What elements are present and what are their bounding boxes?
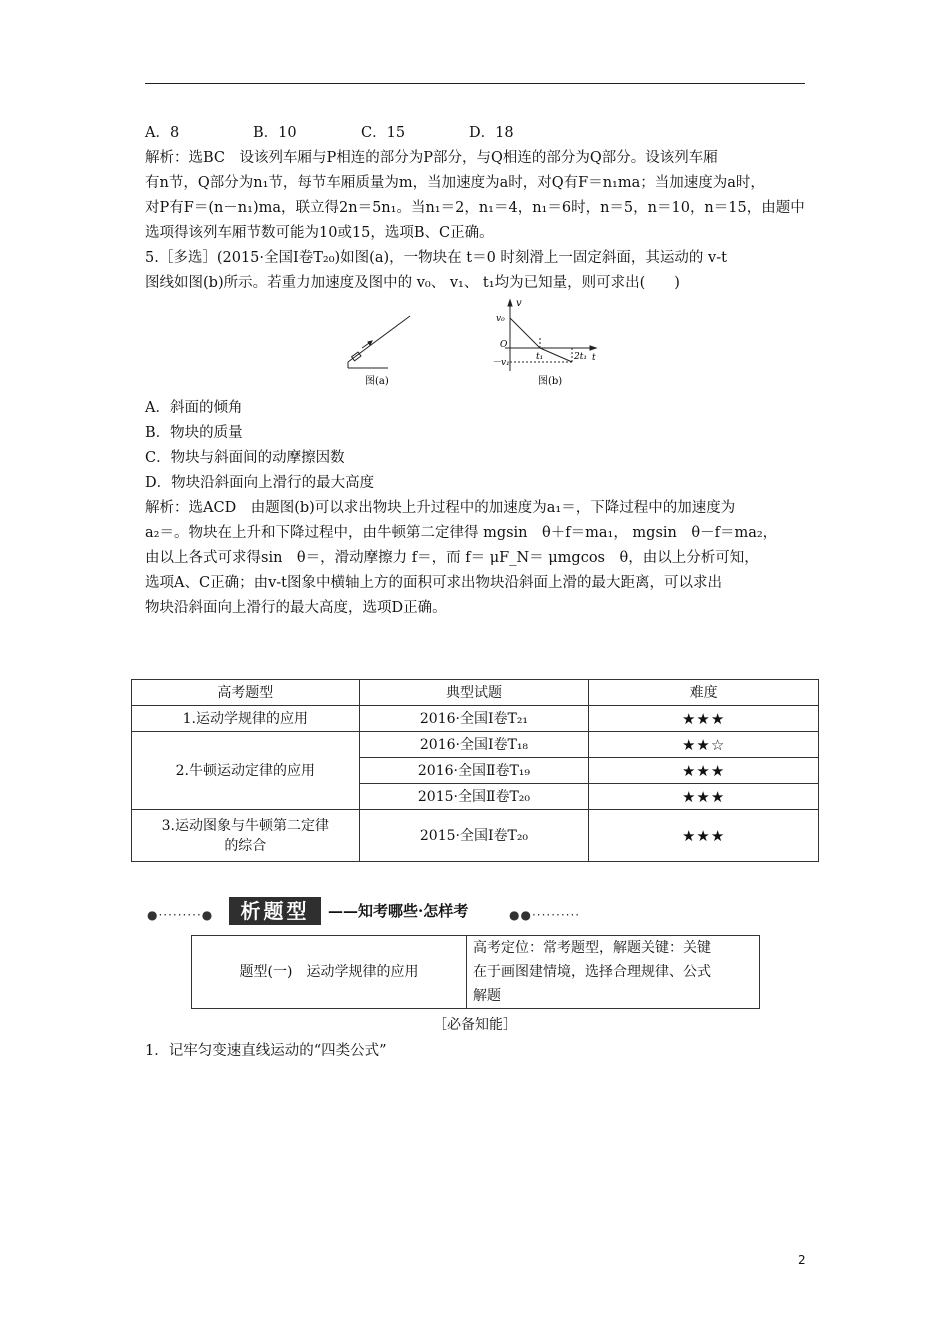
difficulty-cell: ★★★ (589, 784, 819, 810)
q4-analysis-line: 选项得该列车厢节数可能为10或15，选项B、C正确。 (145, 225, 494, 241)
axis-v-label: v (516, 298, 522, 309)
difficulty-cell: ★★★ (589, 810, 819, 862)
exam-cell: 2016·全国Ⅱ卷T₁₉ (359, 758, 589, 784)
q5-option-d: D．物块沿斜面向上滑行的最大高度 (145, 475, 375, 491)
type-cell-line: 3.运动图象与牛顿第二定律 (161, 817, 329, 834)
q4-options (145, 121, 810, 146)
type-box (191, 935, 760, 1009)
essential-knowledge-heading: ［必备知能］ (433, 1017, 517, 1033)
q4-option-d: D．18 (469, 125, 514, 141)
dotted-ornament-right: ●●·········· (509, 908, 581, 922)
exam-cell: 2016·全国Ⅰ卷T₂₁ (359, 706, 589, 732)
difficulty-cell: ★★★ (589, 706, 819, 732)
figure-a-caption: 图(a) (365, 376, 389, 387)
q4-option-c: C．15 (361, 125, 406, 141)
type-positioning-line: 在于画图建情境，选择合理规律、公式 (473, 964, 711, 980)
section-subtitle: ——知考哪些·怎样考 (328, 902, 469, 920)
section-banner (147, 897, 597, 927)
section-badge: 析题型 (229, 897, 321, 925)
q4-analysis-line: 有n节，Q部分为n₁节，每节车厢质量为m，当加速度为a时，对Q有F＝n₁ma；当加速度为a时， (145, 175, 765, 191)
type-positioning-line: 高考定位：常考题型，解题关键：关键 (473, 940, 711, 956)
header-rule (145, 83, 805, 84)
knowledge-point-1: 1．记牢匀变速直线运动的“四类公式” (145, 1043, 387, 1059)
type-cell (132, 810, 360, 862)
type-title: 题型(一) 运动学规律的应用 (192, 936, 467, 1009)
exam-cell: 2015·全国Ⅰ卷T₂₀ (359, 810, 589, 862)
q5-figure (145, 296, 810, 396)
page-content (145, 121, 810, 621)
q5-analysis-line: 解析：选ACD 由题图(b)可以求出物块上升过程中的加速度为a₁＝，下降过程中的加速度为 (145, 500, 736, 516)
neg-v1-label: －v₁ (492, 358, 510, 368)
origin-label: O (500, 340, 508, 350)
difficulty-cell: ★★★ (589, 758, 819, 784)
exam-type-table (131, 679, 819, 862)
q5-stem-line: 图线如图(b)所示。若重力加速度及图中的 v₀、 v₁、 t₁均为已知量，则可求出( ) (145, 275, 680, 291)
type-cell: 1.运动学规律的应用 (132, 706, 360, 732)
table-header-row (132, 680, 819, 706)
figure-b-caption: 图(b) (538, 376, 563, 387)
table-header: 难度 (589, 680, 819, 706)
table-row (132, 706, 819, 732)
type-cell: 2.牛顿运动定律的应用 (132, 732, 360, 810)
q5-option-a: A．斜面的倾角 (145, 400, 243, 416)
incline-diagram (348, 316, 410, 368)
type-cell-line: 的综合 (224, 837, 267, 854)
figure-svg (340, 296, 760, 396)
v0-label: v₀ (496, 314, 505, 324)
type-positioning (467, 936, 760, 1009)
page-number: 2 (798, 1253, 806, 1267)
q4-analysis-line: 解析：选BC 设该列车厢与P相连的部分为P部分，与Q相连的部分为Q部分。设该列车厢 (145, 150, 718, 166)
table-row (132, 810, 819, 862)
exam-cell: 2016·全国Ⅰ卷T₁₈ (359, 732, 589, 758)
exam-cell: 2015·全国Ⅱ卷T₂₀ (359, 784, 589, 810)
two-t1-label: 2t₁ (574, 352, 587, 362)
q5-option-b: B．物块的质量 (145, 425, 243, 441)
type-box-row (192, 936, 760, 1009)
difficulty-cell: ★★☆ (589, 732, 819, 758)
q5-analysis-line: 选项A、C正确；由v-t图象中横轴上方的面积可求出物块沿斜面上滑的最大距离，可以求出 (145, 575, 722, 591)
dotted-ornament-left: ●·········● (147, 908, 214, 922)
q5-analysis-line: 由以上各式可求得sin θ＝，滑动摩擦力 f＝，而 f＝ μF_N＝ μmgcos θ，由以上分析可知， (145, 550, 759, 566)
table-header: 典型试题 (359, 680, 589, 706)
table-header: 高考题型 (132, 680, 360, 706)
t1-label: t₁ (536, 352, 544, 362)
q4-option-b: B．10 (253, 125, 297, 141)
type-positioning-line: 解题 (473, 988, 501, 1004)
q5-stem-line: 5.［多选］(2015·全国Ⅰ卷T₂₀)如图(a)，一物块在 t＝0 时刻滑上一固定斜面，其运动的 v-t (145, 250, 727, 266)
axis-t-label: t (592, 353, 596, 363)
q5-option-c: C．物块与斜面间的动摩擦因数 (145, 450, 345, 466)
table-row (132, 732, 819, 758)
q5-analysis-line: 物块沿斜面向上滑行的最大高度，选项D正确。 (145, 600, 447, 616)
q4-option-a: A．8 (145, 125, 180, 141)
q5-analysis-line: a₂＝。物块在上升和下降过程中，由牛顿第二定律得 mgsin θ＋f＝ma₁， mgsin θ－f＝ma₂， (145, 525, 778, 541)
q4-analysis-line: 对P有F＝(n－n₁)ma，联立得2n＝5n₁。当n₁＝2，n₁＝4，n₁＝6时，n＝5，n＝10，n＝15，由题中 (145, 200, 805, 216)
